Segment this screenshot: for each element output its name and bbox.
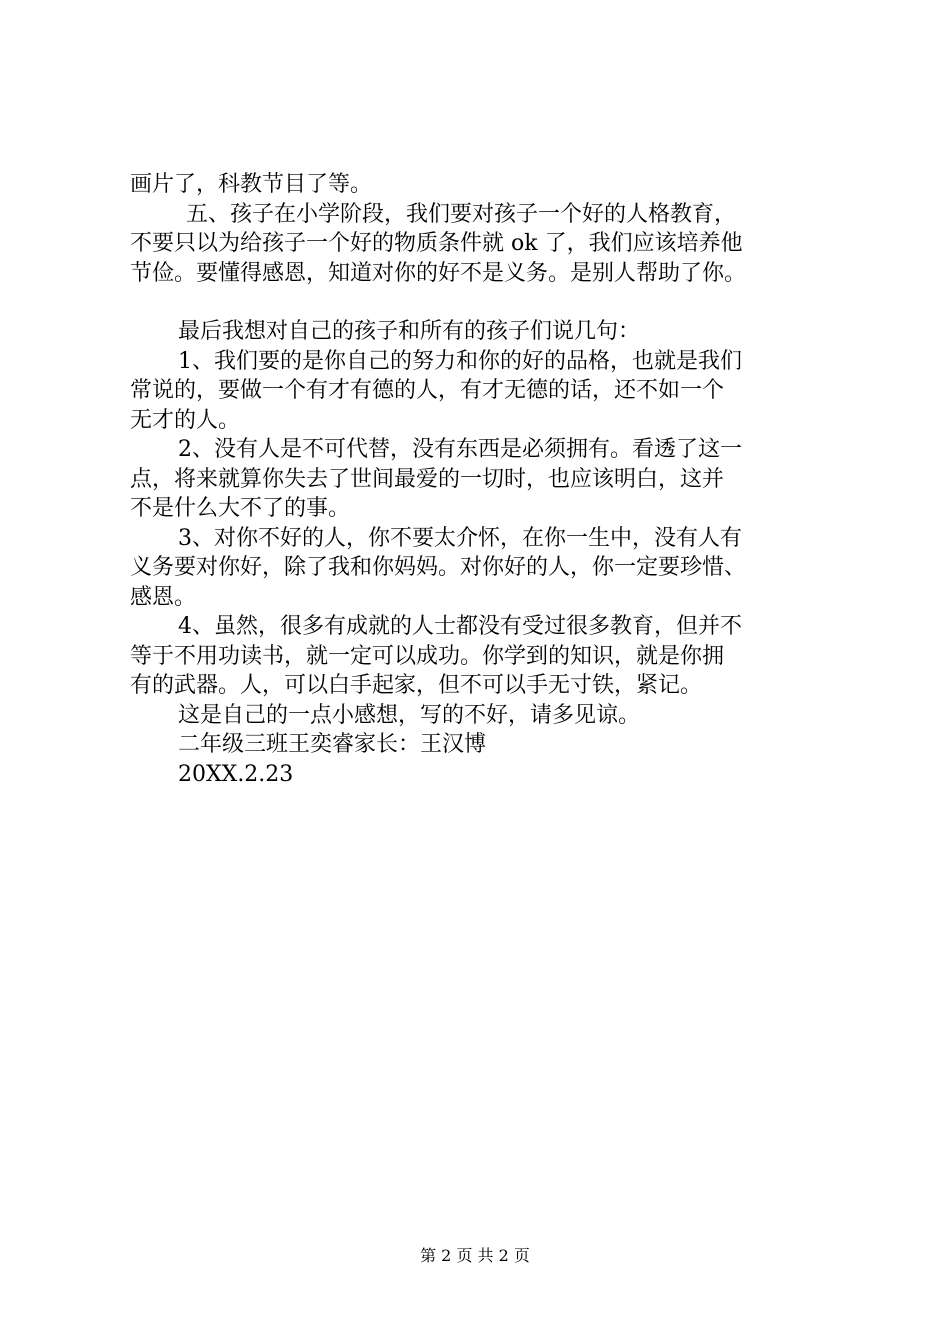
paragraph-gap	[130, 288, 846, 317]
page-footer	[0, 1246, 950, 1266]
text-line: 常说的，要做一个有才有德的人，有才无德的话，还不如一个	[130, 378, 725, 403]
text-line: 不要只以为给孩子一个好的物质条件就 ok 了，我们应该培养他	[130, 231, 743, 256]
text-line: 最后我想对自己的孩子和所有的孩子们说几句：	[178, 319, 641, 344]
text-line: 无才的人。	[130, 407, 241, 433]
text-line: 这是自己的一点小感想，写的不好，请多见谅。	[178, 702, 641, 728]
text-line: 4、虽然，很多有成就的人士都没有受过很多教育，但并不	[178, 614, 742, 639]
text-line: 点，将来就算你失去了世间最爱的一切时，也应该明白，这并	[130, 466, 725, 492]
text-line: 义务要对你好，除了我和你妈妈。对你好的人，你一定要珍惜、	[130, 555, 747, 580]
text-line: 1、我们要的是你自己的努力和你的好的品格，也就是我们	[178, 348, 742, 374]
text-line: 不是什么大不了的事。	[130, 496, 351, 521]
text-line: 3、对你不好的人，你不要太介怀，在你一生中，没有人有	[178, 525, 742, 551]
text-line: 等于不用功读书，就一定可以成功。你学到的知识，就是你拥	[130, 643, 725, 669]
text-line: 有的武器。人，可以白手起家，但不可以手无寸铁，紧记。	[130, 673, 703, 698]
page-number-label: 第 2 页 共 2 页	[420, 1246, 530, 1265]
text-line: 画片了，科教节目了等。	[130, 172, 373, 197]
document-body	[130, 170, 846, 789]
date-line: 20XX.2.23	[178, 761, 294, 787]
text-line: 节俭。要懂得感恩，知道对你的好不是义务。是别人帮助了你。	[130, 260, 747, 286]
text-line: 2、没有人是不可代替，没有东西是必须拥有。看透了这一	[178, 437, 742, 462]
text-line: 五、孩子在小学阶段，我们要对孩子一个好的人格教育，	[186, 201, 737, 227]
signature-line: 二年级三班王奕睿家长：王汉博	[178, 732, 487, 757]
text-line: 感恩。	[130, 584, 197, 610]
